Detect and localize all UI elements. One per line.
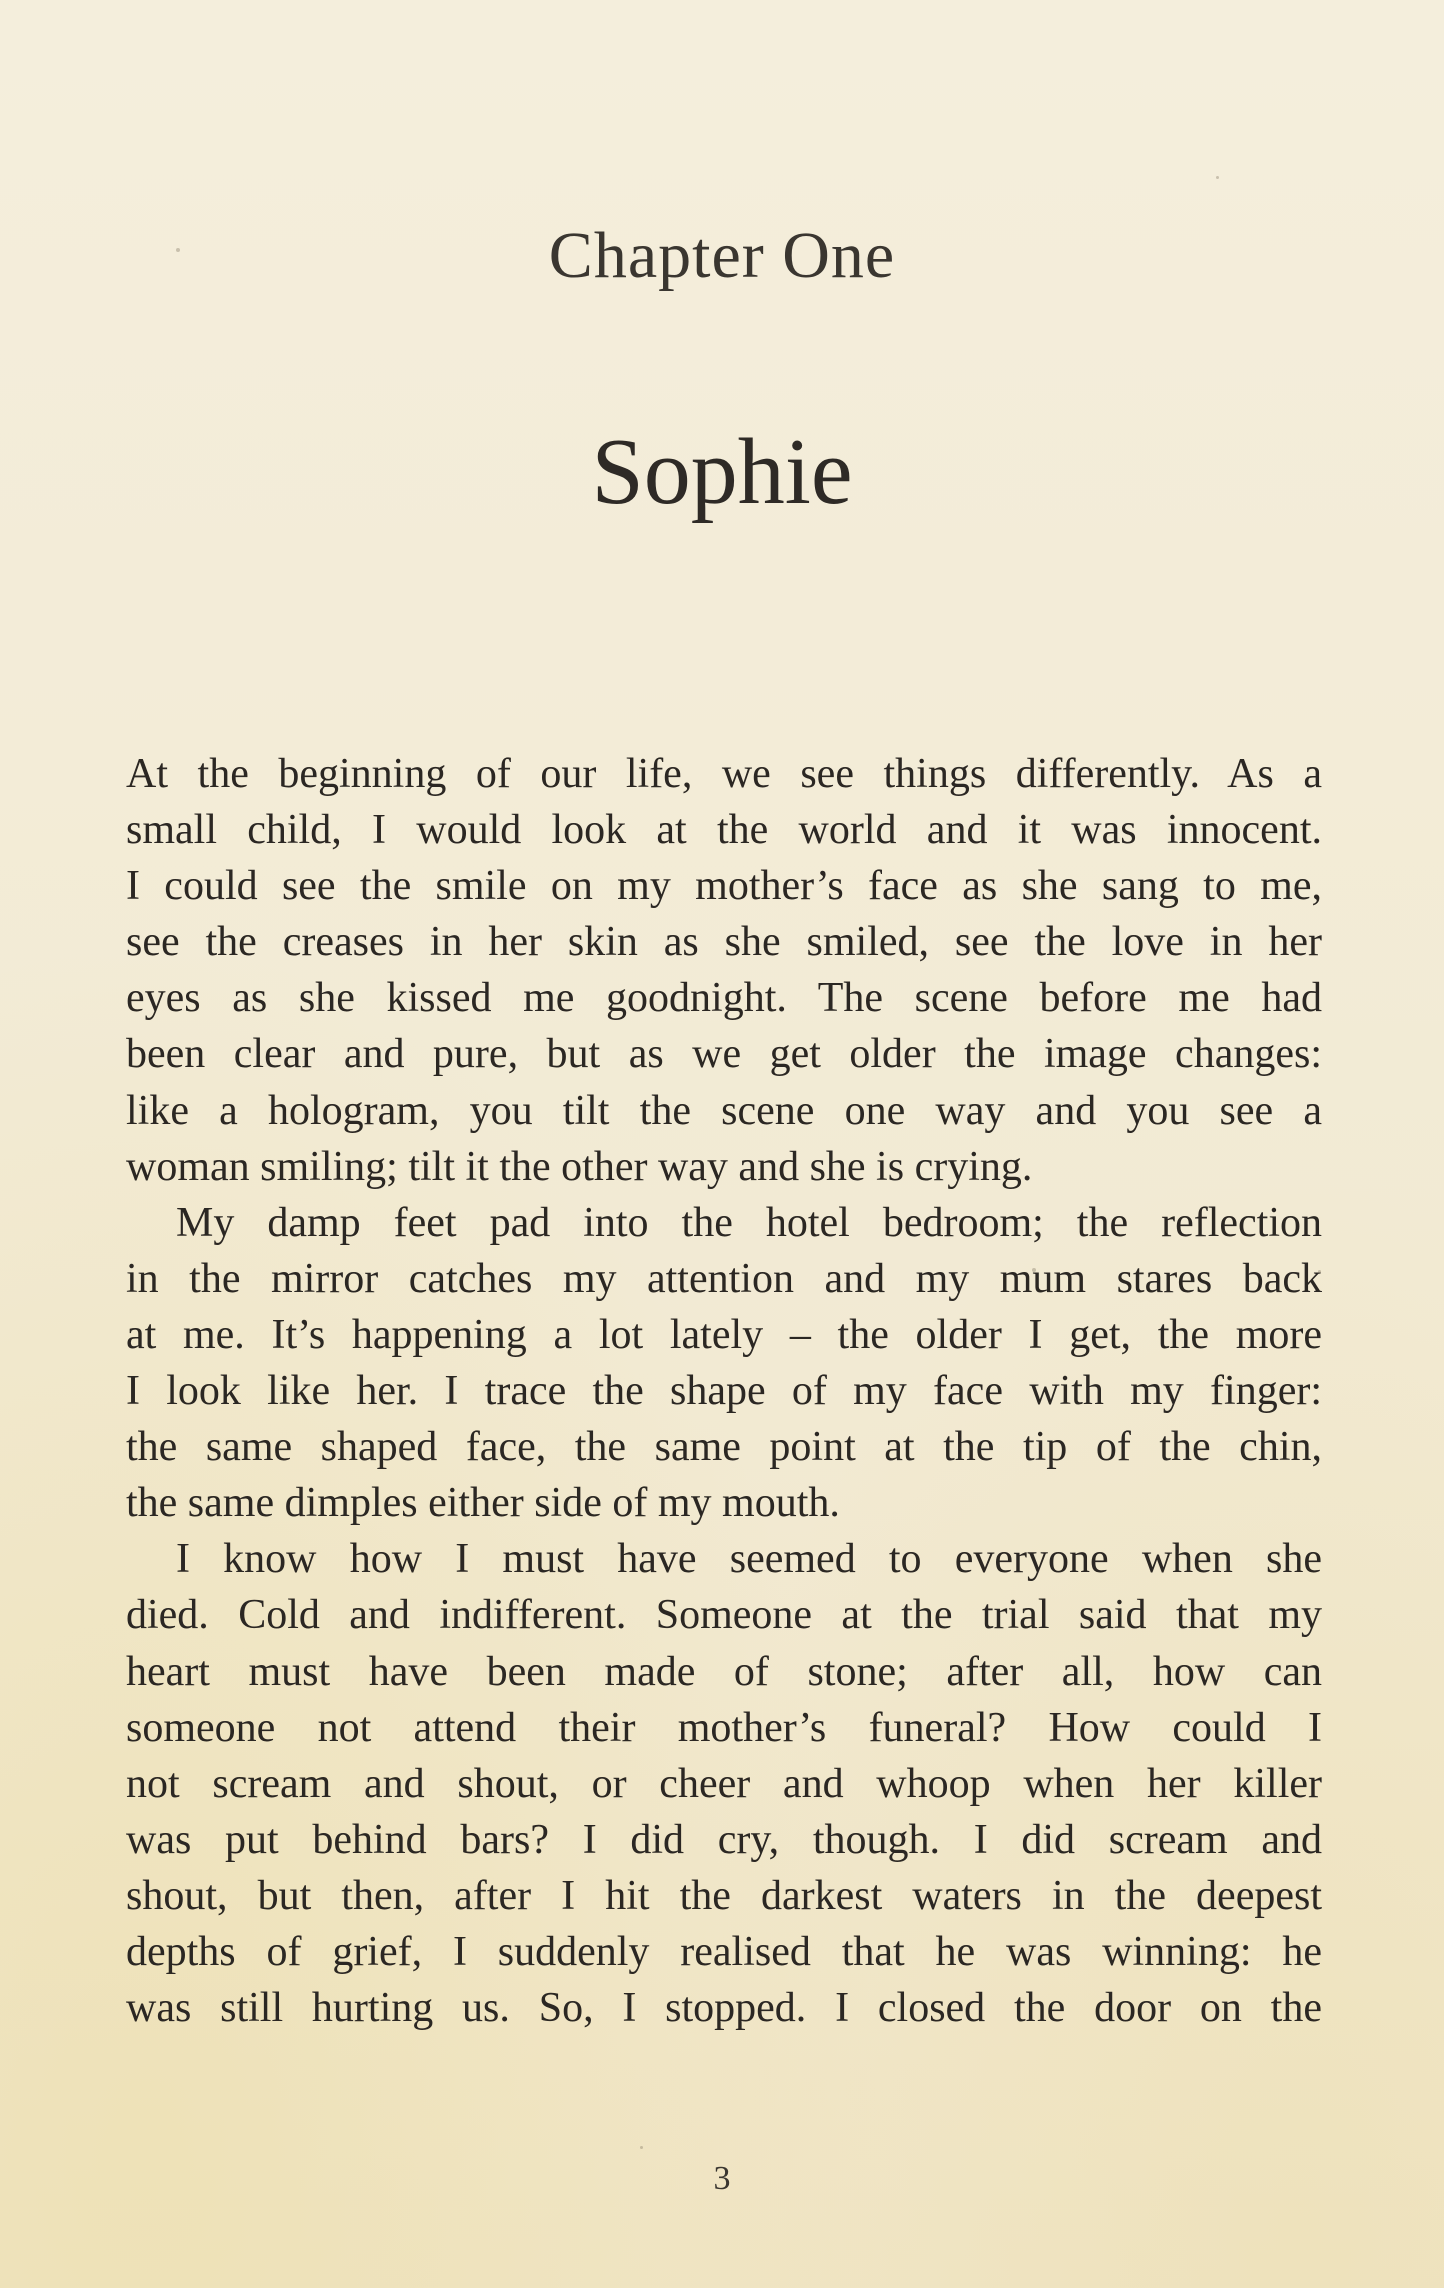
text-line: in the mirror catches my attention and my mum stares back — [126, 1255, 1322, 1302]
text-line: was still hurting us. So, I stopped. I closed the door on the — [126, 1985, 1322, 2032]
text-line: heart must have been made of stone; after all, how can — [126, 1648, 1322, 1695]
paper-speck — [1216, 176, 1219, 179]
text-line: at me. It’s happening a lot lately – the older I get, the more — [126, 1311, 1322, 1358]
text-line: was put behind bars? I did cry, though. I did scream and — [126, 1816, 1322, 1863]
paper-speck — [640, 2146, 643, 2149]
text-line: not scream and shout, or cheer and whoop when her killer — [126, 1760, 1322, 1807]
body-text — [126, 746, 1322, 2036]
text-line: someone not attend their mother’s funeral? How could I — [126, 1704, 1322, 1751]
chapter-title: Sophie — [591, 420, 853, 524]
paper-speck — [176, 248, 180, 252]
text-line: At the beginning of our life, we see things differently. As a — [126, 751, 1322, 797]
paper-speck — [1032, 1268, 1036, 1272]
chapter-number-heading: Chapter One — [548, 219, 896, 292]
text-line: I know how I must have seemed to everyone when she — [176, 1536, 1322, 1583]
text-line: like a hologram, you tilt the scene one way and you see a — [126, 1087, 1322, 1134]
text-line: I look like her. I trace the shape of my face with my finger: — [126, 1368, 1322, 1415]
text-line: eyes as she kissed me goodnight. The scene before me had — [126, 975, 1322, 1022]
text-line: the same dimples either side of my mouth. — [126, 1480, 840, 1527]
text-line: woman smiling; tilt it the other way and she is crying. — [126, 1143, 1033, 1190]
text-line: depths of grief, I suddenly realised that he was winning: he — [126, 1928, 1322, 1975]
text-line: small child, I would look at the world and it was innocent. — [126, 807, 1322, 854]
text-line: the same shaped face, the same point at the tip of the chin, — [126, 1424, 1322, 1471]
text-line: I could see the smile on my mother’s face as she sang to me, — [126, 863, 1322, 910]
text-line: My damp feet pad into the hotel bedroom; the reflection — [176, 1199, 1322, 1246]
page-number: 3 — [713, 2160, 731, 2197]
text-line: been clear and pure, but as we get older the image changes: — [126, 1031, 1322, 1078]
paper-speck — [1318, 1270, 1321, 1273]
text-line: see the creases in her skin as she smiled, see the love in her — [126, 919, 1322, 966]
text-line: shout, but then, after I hit the darkest waters in the deepest — [126, 1872, 1322, 1919]
text-line: died. Cold and indifferent. Someone at the trial said that my — [126, 1592, 1322, 1639]
